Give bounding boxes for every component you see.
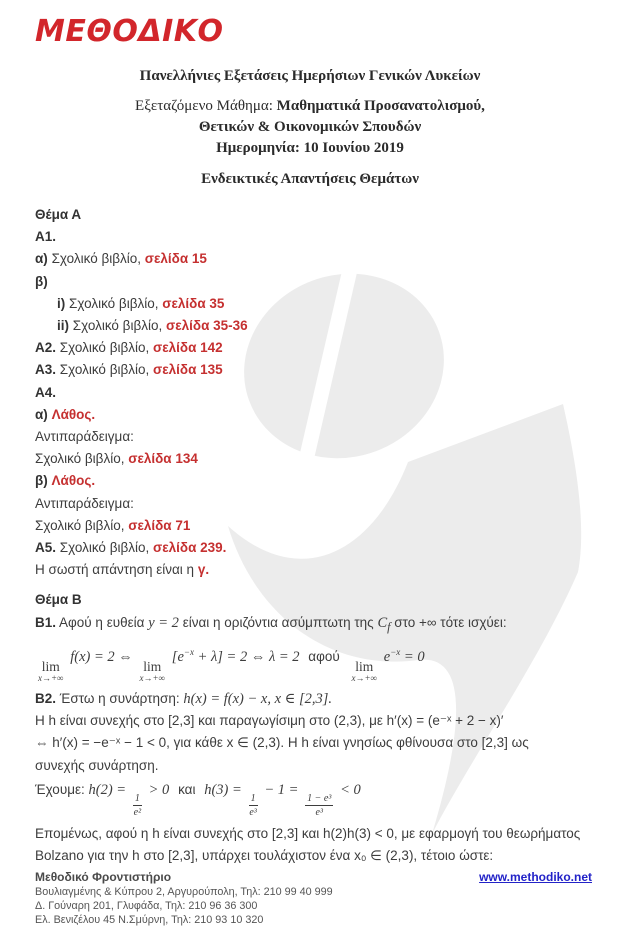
address-line: Βουλιαγμένης & Κύπρου 2, Αργυρούπολη, Τηλ: 210 99 40 999 bbox=[35, 886, 333, 899]
b2-conclusion-line1: Επομένως, αφού η h είναι συνεχής στο [2,3] και h(2)h(3) < 0, με εφαρμογή του θεωρήματος bbox=[35, 825, 581, 841]
counterexample-label: Αντιπαράδειγμα: bbox=[35, 495, 134, 511]
fraction: $\frac{\text{1 − e³}}{\text{e³}}$ bbox=[307, 792, 332, 819]
answer-a1a: α) Σχολικό βιβλίο, σελίδα 15 bbox=[35, 251, 207, 267]
answer-a4b: β) Λάθος. bbox=[35, 473, 96, 489]
address-line: Ελ. Βενιζέλου 45 Ν.Σμύρνη, Τηλ: 210 93 10 320 bbox=[35, 914, 264, 927]
document-page bbox=[0, 14, 620, 944]
theme-a-title: Θέμα Α bbox=[35, 207, 82, 222]
verdict: Λάθος. bbox=[51, 406, 96, 422]
page-ref: σελίδα 142 bbox=[153, 340, 223, 356]
page-ref: σελίδα 134 bbox=[128, 451, 198, 467]
answers-title: Ενδεικτικές Απαντήσεις Θεμάτων bbox=[201, 171, 419, 187]
b2-line1: Η h είναι συνεχής στο [2,3] και παραγωγίσιμη στο (2,3), με h′(x) = (e⁻ˣ + 2 − x)′ bbox=[35, 713, 504, 729]
page-ref: σελίδα 35 bbox=[162, 295, 225, 311]
answer-a2: Α2. Σχολικό βιβλίο, σελίδα 142 bbox=[35, 340, 223, 356]
page-ref: σελίδα 15 bbox=[144, 251, 207, 267]
methodiko-logo: ΜΕΘΟΔΙΚΟ bbox=[35, 14, 224, 49]
answer-a4: Α4. bbox=[35, 384, 57, 400]
answer-a5-choice: Η σωστή απάντηση είναι η γ. bbox=[35, 562, 210, 578]
fraction: $\frac{1}{\text{e³}}$ bbox=[249, 792, 257, 819]
b2-line3: συνεχής συνάρτηση. bbox=[35, 757, 159, 773]
answer-a4a: α) Λάθος. bbox=[35, 406, 96, 422]
answer-b2: Β2. Έστω η συνάρτηση: h(x) = f(x) − x, x ∈ [2,3]. bbox=[35, 691, 333, 708]
counterexample-ref: Σχολικό βιβλίο, σελίδα 134 bbox=[35, 451, 198, 467]
counterexample-ref: Σχολικό βιβλίο, σελίδα 71 bbox=[35, 517, 191, 533]
answer-b1: Β1. Αφού η ευθεία y = 2 είναι η οριζόντια ασύμπτωτη της $C_f$ στο +∞ τότε ισχύει: bbox=[35, 614, 507, 634]
document-header bbox=[0, 66, 620, 190]
b2-line2: ⇔ h′(x) = −e⁻ˣ − 1 < 0, για κάθε x ∈ (2,3). Η h είναι γνησίως φθίνουσα στο [2,3] ως bbox=[35, 735, 529, 751]
limit-block: lim x→+∞ bbox=[139, 658, 166, 684]
verdict: Λάθος. bbox=[51, 473, 96, 489]
fraction: $\frac{1}{\text{e²}}$ bbox=[133, 792, 142, 819]
b2-values-equation: Έχουμε: h(2) = $\frac{1}{\text{e²}}$ > 0 και h(3) = $\frac{1}{\text{e³}}$ − 1 = $\frac{\text{1 − e³}}{\text{e³}}$ < 0 bbox=[35, 781, 361, 819]
page-ref: σελίδα 135 bbox=[153, 362, 223, 378]
subject-label: Εξεταζόμενο Μάθημα: bbox=[135, 98, 273, 114]
website-link[interactable]: www.methodiko.net bbox=[479, 870, 592, 885]
page-ref: σελίδα 71 bbox=[128, 517, 191, 533]
curve-symbol: $C_f$ bbox=[377, 614, 391, 634]
address-line: Δ. Γούναρη 201, Γλυφάδα, Τηλ: 210 96 36 300 bbox=[35, 900, 258, 913]
footer-top-row bbox=[35, 870, 592, 885]
answer-a1b-i: i) Σχολικό βιβλίο, σελίδα 35 bbox=[57, 295, 225, 311]
answer-a1b: β) bbox=[35, 273, 48, 289]
exam-title: Πανελλήνιες Εξετάσεις Ημερήσιων Γενικών Λυκείων bbox=[139, 68, 481, 84]
limit-block: lim x→+∞ bbox=[351, 658, 377, 684]
subject-name: Μαθηματικά Προσανατολισμού, bbox=[276, 98, 485, 114]
counterexample-label: Αντιπαράδειγμα: bbox=[35, 429, 134, 445]
page-footer bbox=[0, 867, 620, 927]
theme-b-title: Θέμα Β bbox=[35, 592, 82, 608]
b1-limit-equation: lim x→+∞ f(x) = 2 ⇔ lim x→+∞ $[e^{-x} + \lambda] = 2$ ⇔ λ = 2 αφού lim x→+∞ $e^{-x} = 0$ bbox=[38, 646, 425, 684]
correct-choice: γ. bbox=[197, 562, 210, 578]
answer-a1b-ii: ii) Σχολικό βιβλίο, σελίδα 35-36 bbox=[57, 318, 248, 334]
exam-date: Ημερομηνία: 10 Ιουνίου 2019 bbox=[216, 140, 404, 156]
answer-a1: Α1. bbox=[35, 229, 57, 245]
answers-body bbox=[0, 190, 620, 867]
page-ref: σελίδα 239. bbox=[153, 540, 227, 556]
answer-a5: Α5. Σχολικό βιβλίο, σελίδα 239. bbox=[35, 540, 227, 556]
answer-a3: Α3. Σχολικό βιβλίο, σελίδα 135 bbox=[35, 362, 223, 378]
exam-subject-line2: Θετικών & Οικονομικών Σπουδών bbox=[198, 119, 422, 135]
exam-subject-line bbox=[0, 96, 620, 117]
school-name: Μεθοδικό Φροντιστήριο bbox=[35, 870, 172, 885]
b2-conclusion-line2: Bolzano για την h στο [2,3], υπάρχει τουλάχιστον ένα x₀ ∈ (2,3), τέτοιο ώστε: bbox=[35, 848, 494, 864]
limit-block: lim x→+∞ bbox=[38, 658, 64, 684]
page-ref: σελίδα 35-36 bbox=[165, 318, 248, 334]
